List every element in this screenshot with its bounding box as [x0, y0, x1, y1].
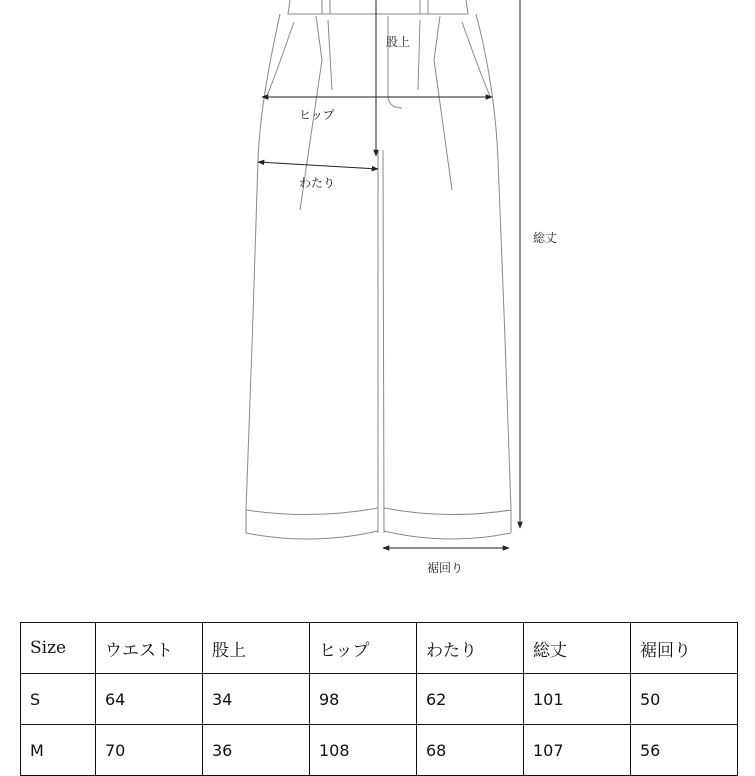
table-cell: M [21, 725, 96, 776]
table-row [21, 674, 738, 725]
table-header-row [21, 623, 738, 674]
right-leg-outer [476, 14, 511, 533]
size-table [20, 622, 738, 776]
pleat-right [434, 16, 452, 190]
table-cell: 107 [524, 725, 631, 776]
right-cuff [384, 508, 511, 515]
table-cell: 36 [203, 725, 310, 776]
header-hem: 裾回り [631, 623, 738, 674]
thigh-arrow [258, 162, 378, 169]
table-cell: 62 [417, 674, 524, 725]
inseam-right [383, 150, 384, 533]
total-length-label: 総丈 [533, 231, 558, 245]
fly [388, 16, 402, 108]
table-cell: 98 [310, 674, 417, 725]
hip-label: ヒップ [299, 108, 335, 122]
left-cuff [246, 508, 378, 515]
header-hip: ヒップ [310, 623, 417, 674]
table-cell: 50 [631, 674, 738, 725]
table-cell: 56 [631, 725, 738, 776]
header-rise: 股上 [203, 623, 310, 674]
table-row [21, 725, 738, 776]
header-waist: ウエスト [96, 623, 203, 674]
hem-label: 裾回り [427, 561, 464, 575]
table-cell: 68 [417, 725, 524, 776]
thigh-label: わたり [299, 176, 336, 190]
table-cell: 70 [96, 725, 203, 776]
waistband [288, 0, 468, 14]
table-cell: 108 [310, 725, 417, 776]
header-total-length: 総丈 [524, 623, 631, 674]
table-cell: 64 [96, 674, 203, 725]
left-leg-outer [246, 14, 280, 533]
table-cell: S [21, 674, 96, 725]
rise-label: 股上 [386, 35, 411, 49]
header-size: Size [21, 623, 96, 674]
table-cell: 34 [203, 674, 310, 725]
table-cell: 101 [524, 674, 631, 725]
header-thigh: わたり [417, 623, 524, 674]
